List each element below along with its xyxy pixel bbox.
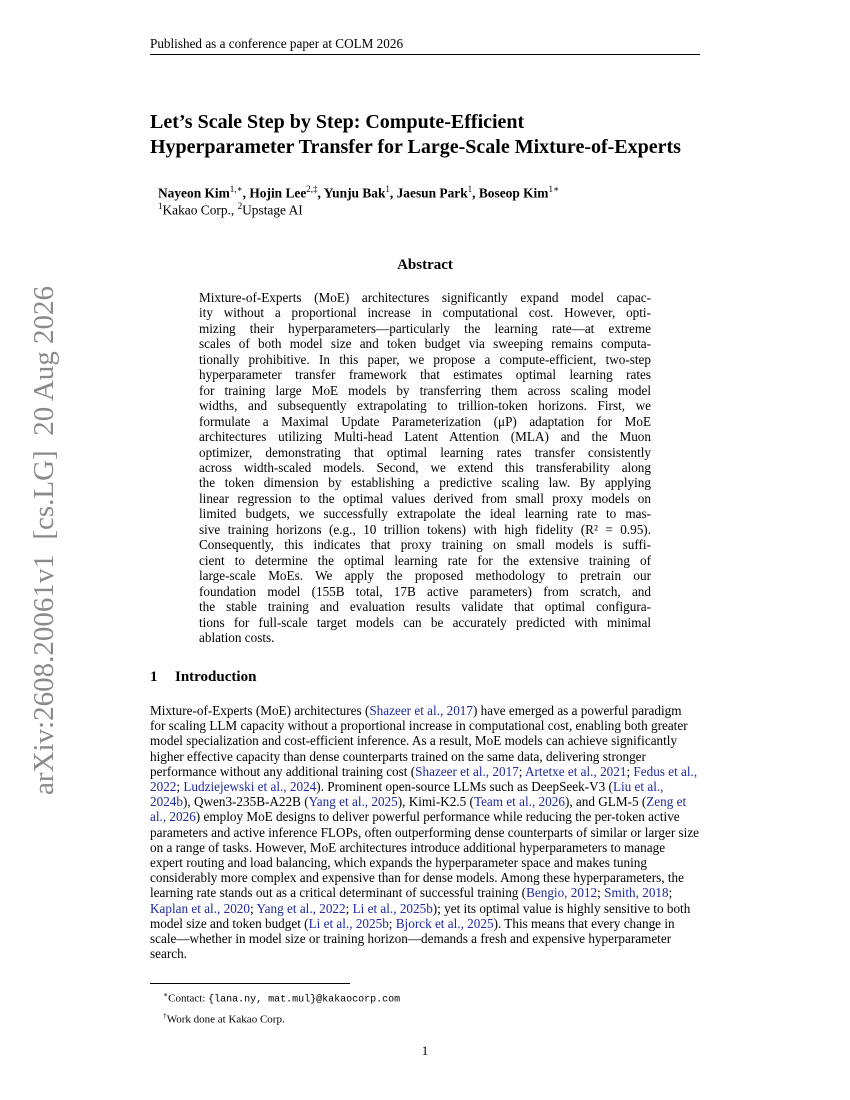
abstract-line: formulate a Maximal Update Parameterization (μP) adaptation for MoE [199,413,651,429]
abstract-line: large-scale MoEs. We apply the proposed methodology to pretrain our [199,568,651,584]
affiliation: Upstage AI [242,202,303,218]
citation-link[interactable]: Artetxe et al., 2021 [525,763,627,779]
citation-link[interactable]: Li et al., 2025b [308,915,389,931]
abstract-line: Consequently, this indicates that proxy training on small models is suffi- [199,537,651,553]
text-run: ; [597,885,605,901]
text-run: ; [518,763,526,779]
title-line-1: Let’s Scale Step by Step: Compute-Efficient [150,111,525,133]
abstract-line: for training large MoE models by transferring them across scaling model [199,382,651,398]
abstract-line: mizing their hyperparameters—particularly the learning rate—at extreme [199,320,651,336]
abstract-line: Mixture-of-Experts (MoE) architectures significantly expand model capac- [199,290,651,305]
text-run: ), and GLM-5 ( [564,794,647,810]
citation-link[interactable]: Yang et al., 2022 [256,900,346,916]
citation-link[interactable]: Zeng et al., 2026 [150,794,687,825]
footnote-rule [150,983,350,984]
arxiv-stamp: arXiv:2608.20061v1 [cs.LG] 20 Aug 2026 [28,285,60,795]
abstract-line: the stable training and evaluation results validate that optimal configura- [199,599,651,615]
author-marks: 2,‡ [306,184,318,194]
section-title: Introduction [175,669,257,685]
text-run: ; [388,915,396,931]
citation-link[interactable]: Liu et al., 2024b [150,779,664,810]
abstract-line: foundation model (155B total, 17B active parameters) from scratch, and [199,583,651,599]
intro-paragraph [150,703,700,961]
abstract-line: architectures utilizing Multi-head Latent Attention (MLA) and the Muon [199,429,651,445]
abstract-line: ity without a proportional increase in computational cost. However, opti- [199,305,651,321]
text-run: ; [345,900,353,916]
author-name: Hojin Lee [249,185,307,201]
citation-link[interactable]: Bengio, 2012 [526,885,598,901]
text-run: ); yet its optimal value is highly sensitive to both model size and token budget ( [150,900,691,931]
paper-title [150,110,750,160]
text-run: ; [249,900,257,916]
citation-link[interactable]: Li et al., 2025b [352,900,433,916]
affil-mark: 1 [158,201,163,211]
footnote-label: Contact: [168,992,209,1005]
citation-link[interactable]: Yang et al., 2025 [308,794,398,810]
text-run: Mixture-of-Experts (MoE) architectures ( [150,703,370,718]
footnote-contact [163,987,400,1008]
affiliation: Kakao Corp., [162,202,238,218]
author-marks: 1 [385,184,390,194]
abstract-line: tionally prohibitive. In this paper, we propose a compute-efficient, two-step [199,351,651,367]
abstract-line: limited budgets, we successfully extrapolate the ideal learning rate to mas- [199,506,651,522]
text-run: ; [176,779,184,795]
text-run: ). This means that every change in scale—whether in model size or training horizon—demands a fresh and expensive hyperparameter search. [150,915,675,962]
author-list: Nayeon Kim$^{1,∗}$, Hojin Lee$^{2,\ddagger}$, Yunju Bak$^1$, Jaesun Park$^1$, Boseop Kim$^{1∗}$ [158,184,560,201]
abstract-line: sive training horizons (e.g., 10 trillion tokens) with high fidelity (R² = 0.95). [199,521,651,537]
text-run: ). Prominent open-source LLMs such as DeepSeek-V3 ( [316,779,613,795]
citation-link[interactable]: Shazeer et al., 2017 [369,703,473,718]
abstract-heading: Abstract [397,257,453,273]
author-marks: 1,∗ [229,184,243,194]
citation-link[interactable]: Team et al., 2026 [473,794,565,810]
citation-link[interactable]: Smith, 2018 [604,885,669,901]
author-marks: 1 [467,184,473,194]
citation-link[interactable]: Fedus et al., 2022 [150,763,698,795]
citation-link[interactable]: Shazeer et al., 2017 [415,763,519,779]
footnote-mark: † [163,1010,167,1020]
abstract-line: the token dimension by establishing a predictive scaling law. By applying [199,475,651,491]
author-name: Jaesun Park [396,185,468,201]
citation-link[interactable]: Ludziejewski et al., 2024 [183,779,317,795]
abstract-line: cient to determine the optimal learning rate for the extensive training of [199,552,651,568]
abstract-line: ablation costs. [199,629,275,645]
affiliations [158,201,303,218]
footnote-mark: ∗ [163,990,169,999]
citation-link[interactable]: Bjorck et al., 2025 [395,915,494,931]
page-number: 1 [421,1043,429,1058]
contact-email[interactable]: {lana.ny, mat.mul}@kakaocorp.com [208,994,401,1006]
footnotes [163,987,400,1027]
running-header: Published as a conference paper at COLM 2026 [150,36,700,55]
author-name: Nayeon Kim [158,185,230,201]
abstract-line: across width-scaled models. Second, we extend this transferability along [199,459,651,475]
text-run: ) employ MoE designs to deliver powerful performance while reducing the per-token active parameters and active inference FLOPs, often outperforming dense counterparts of similar or larger size on a range of tasks. However, MoE architectures introduce additional hyperparameters to manage expert routing and load balancing, which expands the hyperparameter space and makes tuning considerably more complex and expensive than for dense models. Among these hyperparameters, the learning rate stands out as a critical determinant of successful training ( [150,809,700,901]
section-heading [150,669,256,686]
text-run: ) have emerged as a powerful paradigm for scaling LLM capacity without a proportional increase in computational cost, enabling both greater model specialization and cost-efficient inference. As a result, MoE models can achieve significantly higher effective capacity than dense counterparts trained on the same data, delivering stronger performance without any additional training cost ( [150,703,688,779]
section-number: 1 [150,669,158,685]
author-name: Yunju Bak [323,185,386,201]
abstract-line: scales of both model size and token budget via sweeping remains computa- [199,336,651,352]
author-name: Boseop Kim [478,185,549,201]
abstract-line: hyperparameter transfer framework that estimates optimal learning rates [199,367,651,383]
text-run: ; [626,763,634,779]
text-run: ; [668,885,673,901]
text-run: ), Kimi-K2.5 ( [397,794,474,810]
citation-link[interactable]: Kaplan et al., 2020 [150,900,250,916]
abstract-line: optimizer, demonstrating that optimal learning rates transfer consistently [199,444,651,460]
footnote-text: Work done at Kakao Corp. [166,1013,285,1026]
author-marks: 1∗ [548,184,560,194]
affil-mark: 2 [237,201,243,211]
title-line-2: Hyperparameter Transfer for Large-Scale Mixture-of-Experts [150,136,681,158]
abstract-line: linear regression to the optimal values derived from small proxy models on [199,490,651,506]
abstract-body [199,290,651,645]
text-run: ), Qwen3-235B-A22B ( [182,794,309,810]
footnote-work [163,1008,400,1028]
abstract-line: widths, and subsequently extrapolating to trillion-token horizons. First, we [199,398,651,414]
abstract-line: tions for full-scale target models can be accurately predicted with minimal [199,614,651,630]
